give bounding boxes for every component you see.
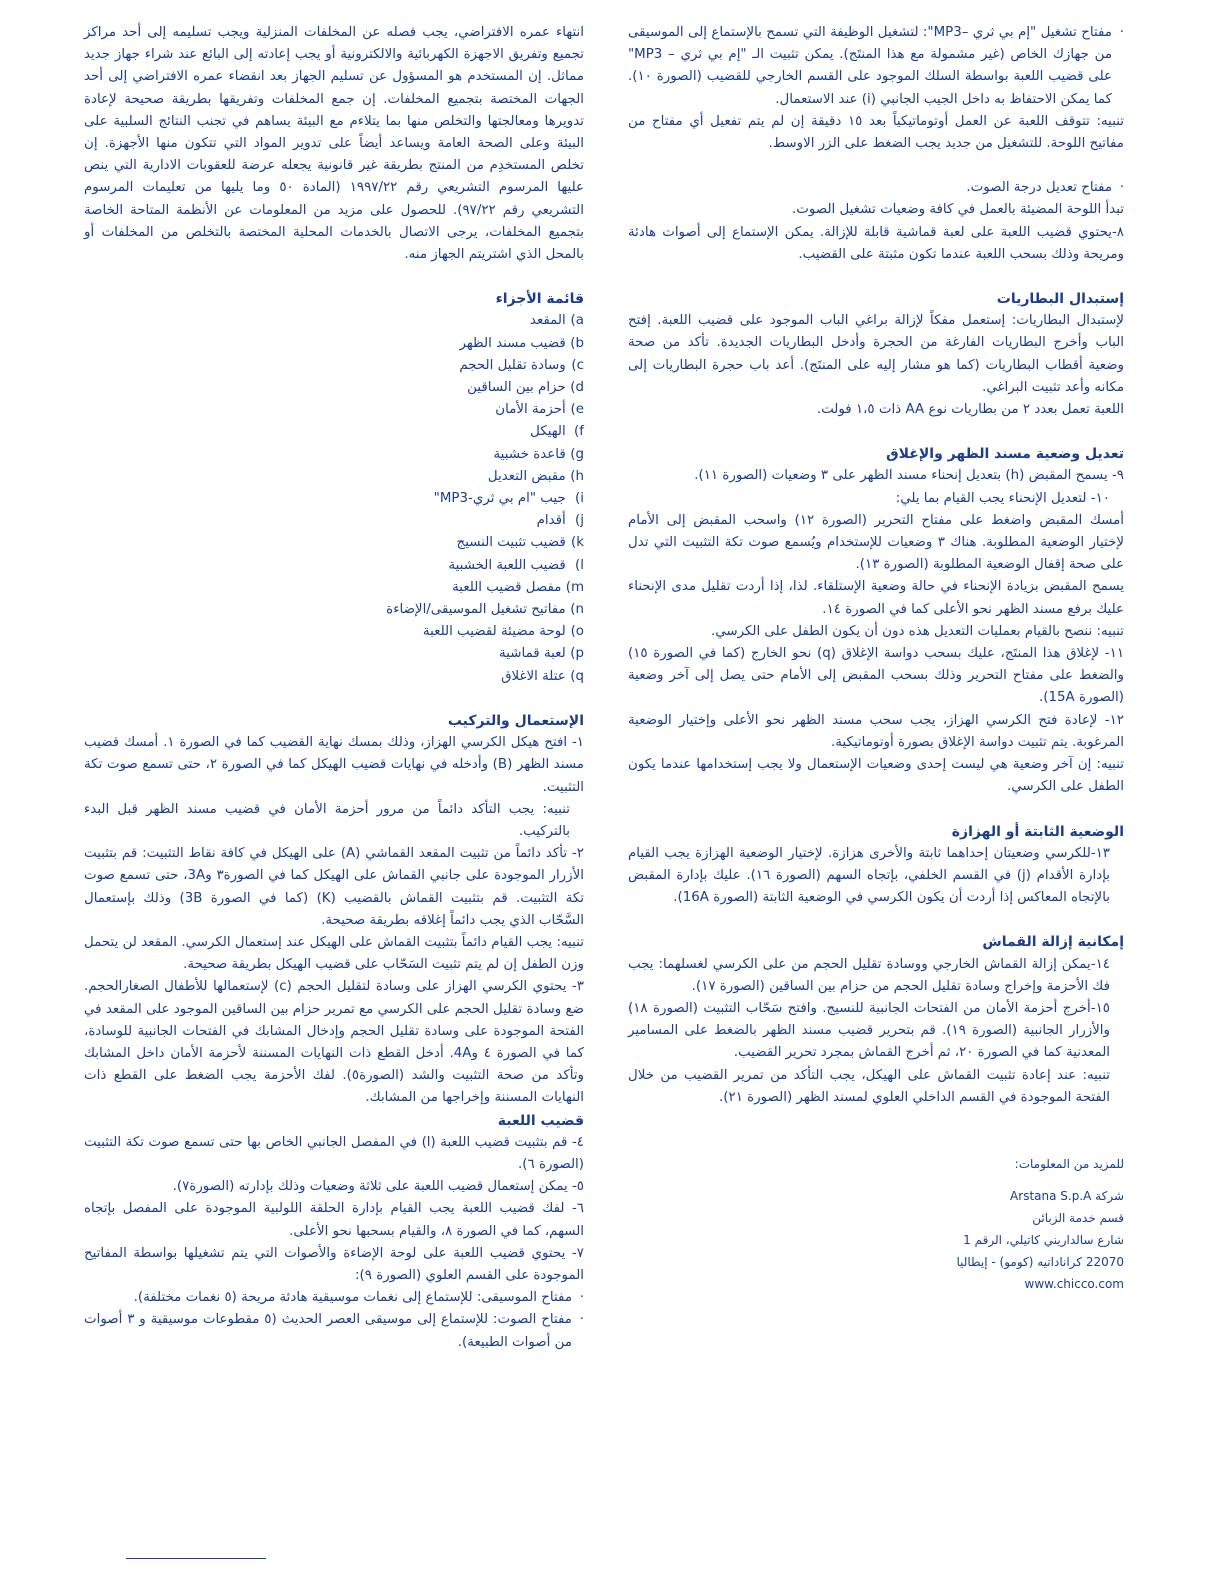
contact-intro: للمزيد من المعلومات: <box>1014 1156 1124 1171</box>
list-item: k) قضيب تثبيت النسيج <box>456 535 584 551</box>
contact-company: شركة Arstana S.p.A <box>1010 1188 1124 1203</box>
assembly-heading: الإستعمال والتركيب <box>447 712 584 729</box>
mp3-switch-paragraph: · مفتاح تشغيل "إم بي ثري –MP3": لتشغيل الوظيفة التي تسمح بالإستماع إلى الموسيقى من جهازك الخاص (غير مشمولة مع هذا المنتَج). يمكن تثبيت الـ "إم بي ثري – MP3" على قضيب اللعبة بواسطة السلك الموجود على القسم الخارجي للقضيب (الصورة ١٠). كما يمكن الاحتفاظ به داخل الجيب الجانبي (i) عند الاستعمال. <box>628 22 1124 111</box>
assembly-paragraph: ٢- تأكد دائماً من تثبيت المقعد القماشي (A) على الهيكل في كافة نقاط التثبيت: قم بتثبيت الأزرار الموجودة على جانبي القماش على الهيكل كما في الصورة٣ و3A، حتى تسمع صوت تكة التثبيت. قم بتثبيت القماش بالقضيب (K) (كما في الصورة 3B) وذلك بإستعمال السَّحّاب الذي يجب دائماً إغلاقه بطريقة صحيحة. <box>84 846 584 928</box>
backrest-paragraph: ١٢- لإعادة فتح الكرسي الهزاز، يجب سحب مسند الظهر نحو الأعلى وإختيار الوضعية المرغوبة. يتم تثبيت دواسة الإغلاق بصورة أوتوماتيكية. <box>628 712 1124 750</box>
list-item: h) مقبض التعديل <box>487 468 584 484</box>
list-item: f) الهيكل <box>530 424 584 440</box>
assembly-note: تنبيه: يجب التأكد دائماً من مرور أحزمة الأمان في قضيب مسند الظهر قبل البدء بالتركيب. <box>84 801 570 839</box>
list-item: g) قاعدة خشبية <box>493 446 584 462</box>
toybar-paragraph: ٦- لفك قضيب اللعبة يجب القيام بإدارة الحلقة اللولبية الموجودة على المفصل بإتجاه السهم، كما في الصورة ٨، والقيام بسحبها نحو الأعلى. <box>84 1201 584 1239</box>
list-item: c) وسادة تقليل الحجم <box>459 357 584 373</box>
rocking-paragraph: ١٣-للكرسي وضعيتان إحداهما ثابتة والأخرى هزازة. لإختيار الوضعية الهزازة يجب القيام بإدارة الأقدام (j) في القسم الخلفي، بإتجاه السهم (الصورة ١٦). عليك بإدارة المقبض بالإتجاه المعاكس إذا أردت أن يكون الكرسي في الوضعية الثابتة (الصورة 16A). <box>628 845 1110 906</box>
list-item: p) لعبة قماشية <box>499 646 584 662</box>
contact-block <box>628 1153 1124 1295</box>
fabric-heading: إمكانية إزالة القماش <box>982 934 1124 951</box>
backrest-paragraph: يسمح المقبض بزيادة الإنحناء في حالة وضعية الإستلقاء. لذا، إذا أردت تقليل مدى الإنحناء عليك برفع مسند الظهر نحو الأعلى كما في الصورة ١٤. <box>628 579 1124 617</box>
rocking-heading: الوضعية الثابتة أو الهزازة <box>951 823 1124 840</box>
light-panel-paragraph: تبدأ اللوحة المضيئة بالعمل في كافة وضعيات تشغيل الصوت. <box>792 202 1124 218</box>
contact-street: شارع سالداريني كاتيلي، الرقم 1 <box>963 1232 1124 1247</box>
list-item: q) عتلة الاغلاق <box>501 668 584 684</box>
column-left <box>84 22 584 1354</box>
batteries-paragraph: لإستبدال البطاريات: إستعمل مفكاً لإزالة براغي الباب الموجود على قضيب اللعبة. إفتح الباب وأخرج البطاريات الفارغة من الحجرة وأدخل البطاريات الجديدة. تأكد من صحة وضعية أقطاب البطاريات (كما هو مشار إليه على المنتَج). أعد باب حجرة البطاريات إلى مكانه وأعد تثبيت البراغي. <box>628 313 1124 395</box>
batteries-type-paragraph: اللعبة تعمل بعدد ٢ من بطاريات نوع AA ذات ١،٥ فولت. <box>816 402 1124 418</box>
list-item: b) قضيب مسند الظهر <box>459 335 584 351</box>
fabric-paragraph: ١٤-يمكن إزالة القماش الخارجي ووسادة تقليل الحجم من على الكرسي لغسلهما: يجب فك الأحزمة وإخراج وسادة تقليل الحجم من حزام بين الساقين (الصورة ١٧). <box>628 956 1110 994</box>
list-item: j) أقدام <box>536 513 584 529</box>
footnote-divider <box>126 1558 266 1559</box>
music-switch-paragraph: · مفتاح الموسيقى: للإستماع إلى نغمات موسيقية هادئة مريحة (٥ نغمات مختلفة). <box>84 1287 584 1309</box>
backrest-paragraph: ٩- يسمح المقبض (h) بتعديل إنحناء مسند الظهر على ٣ وضعيات (الصورة ١١). <box>694 468 1124 484</box>
backrest-note: تنبيه: ننصح بالقيام بعمليات التعديل هذه دون أن يكون الطفل على الكرسي. <box>710 623 1124 639</box>
volume-switch-paragraph: · مفتاح تعديل درجة الصوت. <box>628 177 1124 199</box>
toybar-paragraph: ٧- يحتوي قضيب اللعبة على لوحة الإضاءة والأصوات التي يتم تشغيلها بواسطة المفاتيح الموجودة على القسم العلوي (الصورة ٩): <box>84 1245 584 1283</box>
plush-toy-paragraph: ٨-يحتوي قضيب اللعبة على لعبة قماشية قابلة للإزالة. يمكن الإستماع إلى أصوات هادئة ومريحة وذلك بسحب اللعبة عندما تكون مثبتة على القضيب. <box>628 224 1124 262</box>
list-item: i) جيب "ام بي ثري-MP3" <box>433 491 584 507</box>
list-item: l) قضيب اللعبة الخشبية <box>448 557 584 573</box>
list-item: o) لوحة مضيئة لقضيب اللعبة <box>422 624 584 640</box>
parts-list <box>84 310 584 687</box>
list-item: m) مفصل قضيب اللعبة <box>452 579 584 595</box>
backrest-paragraph: ١٠- لتعديل الإنحناء يجب القيام بما يلي: <box>895 490 1110 506</box>
list-item: d) حزام بين الساقين <box>467 380 584 396</box>
list-item: a) المقعد <box>529 313 584 329</box>
contact-dept: قسم خدمة الزبائن <box>1032 1210 1124 1225</box>
fabric-paragraph: ١٥-أخرج أحزمة الأمان من الفتحات الجانبية للنسيج. وافتح سَحّاب التثبيت (الصورة ١٨) والأزرار الجانبية (الصورة ١٩). قم بتحرير قضيب مسند الظهر بالضغط على المسامير المعدنية كما في الصورة ٢٠، ثم أخرج القماش بمجرد تحرير القضيب. <box>628 1000 1110 1061</box>
parts-heading: قائمة الأجزاء <box>495 291 584 308</box>
backrest-paragraph: أمسك المقبض واضغط على مفتاح التحرير (الصورة ١٢) واسحب المقبض إلى الأمام لإختيار الوضعية المطلوبة. هناك ٣ وضعيات للإستخدام ويُسمع صوت تكة التثبيت التي تدل على صحة إقفال الوضعية المطلوبة (الصورة ١٣). <box>628 512 1124 573</box>
disposal-paragraph: انتهاء عمره الافتراضي، يجب فصله عن المخلفات المنزلية ويجب تسليمه إلى أحد مراكز تجميع وتفريق الاجهزة الكهربائية والالكترونية أو يجب إعادته إلى البائع عند شراء جهاز جديد مماثل. إن المستخدم هو المسؤول عن تسليم الجهاز بعد انقضاء عمره الافتراضي إلى أحد الجهات المختصة بتجميع المخلفات. إن جمع المخلفات وتفريقها بطريقة صحيحة لإعادة تدويرها ومعالجتها والتخلص منها بما يتلاءم مع البيئة يساهم في تجنب النتائج السلبية على البيئة وعلى الصحة العامة ويساعد أيضاً على تدوير المواد التي تتكون منها الأجهزة. إن تخلص المستخدِم من المنتج بطريقة غير قانونية يجعله عرضة للعقوبات الادارية التي ينص عليها المرسوم التشريعي رقم ١٩٩٧/٢٢ (المادة ٥٠ وما يليها من تعليمات المرسوم التشريعي رقم ٩٧/٢٢). للحصول على مزيد من المعلومات عن الأنظمة المتاحة الخاصة بتجميع المخلفات، يرجى الاتصال بالخدمات المحلية المختصة بالتخلص من المخلفات أو بالمحل الذي اشتريتم الجهاز منه. <box>84 25 585 263</box>
toybar-paragraph: ٥- يمكن إستعمال قضيب اللعبة على ثلاثة وضعيات وذلك بإدارته (الصورة٧). <box>172 1179 584 1195</box>
contact-url[interactable]: www.chicco.com <box>1024 1276 1124 1291</box>
column-right <box>628 22 1124 1295</box>
assembly-note: تنبيه: يجب القيام دائماً بتثبيت القماش على الهيكل عند إستعمال الكرسي. المقعد لن يتحمل وزن الطفل إن لم يتم تثبيت السَحّاب على قضيب الهيكل بطريقة صحيحة. <box>84 934 584 973</box>
backrest-paragraph: ١١- لإغلاق هذا المنتَج، عليك بسحب دواسة الإغلاق (q) نحو الخارج (كما في الصورة ١٥) والضغط على مفتاح التحرير وذلك بسحب المقبض إلى الأمام حتى يصل إلى آخر وضعية (الصورة 15A). <box>628 646 1125 706</box>
batteries-heading: إستبدال البطاريات <box>996 291 1124 308</box>
toybar-heading: قضيب اللعبة <box>497 1112 584 1129</box>
sound-switch-paragraph: · مفتاح الصوت: للإستماع إلى موسيقى العصر الحديث (٥ مقطوعات موسيقية و ٣ أصوات من أصوات الطبيعة). <box>84 1309 584 1353</box>
contact-city: 22070 كراناداتيه (كومو) - إيطاليا <box>956 1254 1124 1269</box>
fabric-note: تنبيه: عند إعادة تثبيت القماش على الهيكل، يجب التأكد من تمرير القضيب من خلال الفتحة الموجودة في القسم الداخلي العلوي لمسند الظهر (الصورة ٢١). <box>628 1067 1110 1105</box>
backrest-heading: تعديل وضعية مسند الظهر والإغلاق <box>886 446 1124 463</box>
backrest-note: تنبيه: إن آخر وضعية هي ليست إحدى وضعيات الإستعمال ولا يجب إستخدامها عندما يكون الطفل على الكرسي. <box>628 757 1124 795</box>
list-item: n) مفاتيح تشغيل الموسيقى/الإضاءة <box>386 602 584 618</box>
auto-off-note: تنبيه: تتوقف اللعبة عن العمل أوتوماتيكياً بعد ١٥ دقيقة إن لم يتم تفعيل أي مفتاح من مفاتيح اللوحة. للتشغيل من جديد يجب الضغط على الزر الاوسط. <box>628 113 1125 152</box>
toybar-paragraph: ٤- قم بتثبيت قضيب اللعبة (l) في المفصل الجانبي الخاص بها حتى تسمع صوت تكة التثبيت (الصورة ٦). <box>84 1134 584 1172</box>
assembly-paragraph: ٣- يحتوي الكرسي الهزاز على وسادة لتقليل الحجم (c) لإستعمالها للأطفال الصغارالحجم. ضع وسادة تقليل الحجم على الكرسي مع تمرير حزام بين الساقين الموجود على المقعد في الفتحة الموجودة على وسادة تقليل الحجم وإدخال المشابك في الفتحات الجانبية للوسادة، كما في الصورة ٤ و4A. أدخل القطع ذات النهايات المسننة لأحزمة الأمان داخل المشابك وتأكد من صحة التثبيت والشد (الصورة٥). لفك الأحزمة يجب الضغط على القطع ذات النهايات المسننة وإخراجها من المشابك. <box>84 979 584 1106</box>
list-item: e) أحزمة الأمان <box>495 402 584 418</box>
assembly-paragraph: ١- افتح هيكل الكرسي الهزاز، وذلك بمسك نهاية القضيب كما في الصورة ١. أمسك قضيب مسند الظهر (B) وأدخله في نهايات قضيب الهيكل كما في الصورة ٢، حتى تسمع صوت تكة التثبيت. <box>84 735 584 795</box>
